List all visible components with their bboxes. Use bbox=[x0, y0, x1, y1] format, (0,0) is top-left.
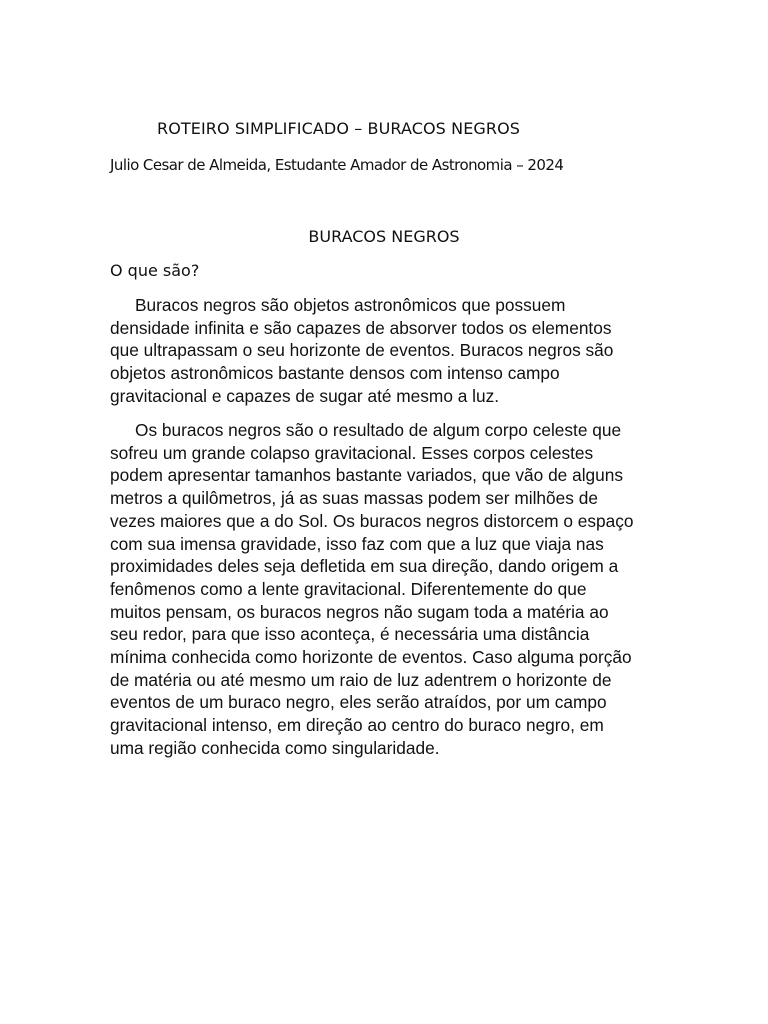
paragraph-line: sofreu um grande colapso gravitacional. Esses corpos celestes bbox=[110, 442, 594, 463]
paragraph-line: com sua imensa gravidade, isso faz com que a luz que viaja nas bbox=[110, 533, 604, 554]
paragraph-line: proximidades deles seja defletida em sua direção, dando origem a bbox=[110, 556, 619, 577]
paragraph-line: muitos pensam, os buracos negros não sugam toda a matéria ao bbox=[110, 601, 609, 622]
paragraph-line: metros a quilômetros, já as suas massas podem ser milhões de bbox=[110, 488, 598, 509]
paragraph-line: vezes maiores que a do Sol. Os buracos negros distorcem o espaço bbox=[110, 510, 634, 531]
paragraph-line: densidade infinita e são capazes de absorver todos os elementos bbox=[110, 317, 612, 338]
paragraph-line: fenômenos como a lente gravitacional. Diferentemente do que bbox=[110, 578, 587, 599]
paragraph-line: gravitacional intenso, em direção ao centro do buraco negro, em bbox=[110, 715, 604, 736]
author-line: Julio Cesar de Almeida, Estudante Amador de Astronomia – 2024 bbox=[110, 156, 564, 174]
paragraph-line: Buracos negros são objetos astronômicos que possuem bbox=[135, 295, 566, 315]
subheading: O que são? bbox=[110, 261, 200, 280]
paragraph-line: Os buracos negros são o resultado de algum corpo celeste que bbox=[135, 420, 622, 440]
paragraph-line: gravitacional e capazes de sugar até mesmo a luz. bbox=[110, 385, 500, 406]
paragraph-line: mínima conhecida como horizonte de eventos. Caso alguma porção bbox=[110, 647, 632, 668]
paragraph-line: de matéria ou até mesmo um raio de luz adentrem o horizonte de bbox=[110, 669, 612, 690]
paragraph-line: objetos astronômicos bastante densos com intenso campo bbox=[110, 363, 560, 384]
document-title: ROTEIRO SIMPLIFICADO – BURACOS NEGROS bbox=[157, 119, 521, 138]
paragraph-2 bbox=[110, 419, 666, 760]
paragraph-line: seu redor, para que isso aconteça, é necessária uma distância bbox=[110, 624, 590, 645]
paragraph-line: eventos de um buraco negro, eles serão atraídos, por um campo bbox=[110, 692, 607, 713]
paragraph-line: que ultrapassam o seu horizonte de eventos. Buracos negros são bbox=[110, 340, 614, 361]
paragraph-1 bbox=[110, 294, 666, 408]
paragraph-line: uma região conhecida como singularidade. bbox=[110, 737, 440, 758]
paragraph-line: podem apresentar tamanhos bastante variados, que vão de alguns bbox=[110, 465, 624, 486]
section-title: BURACOS NEGROS bbox=[308, 227, 460, 246]
